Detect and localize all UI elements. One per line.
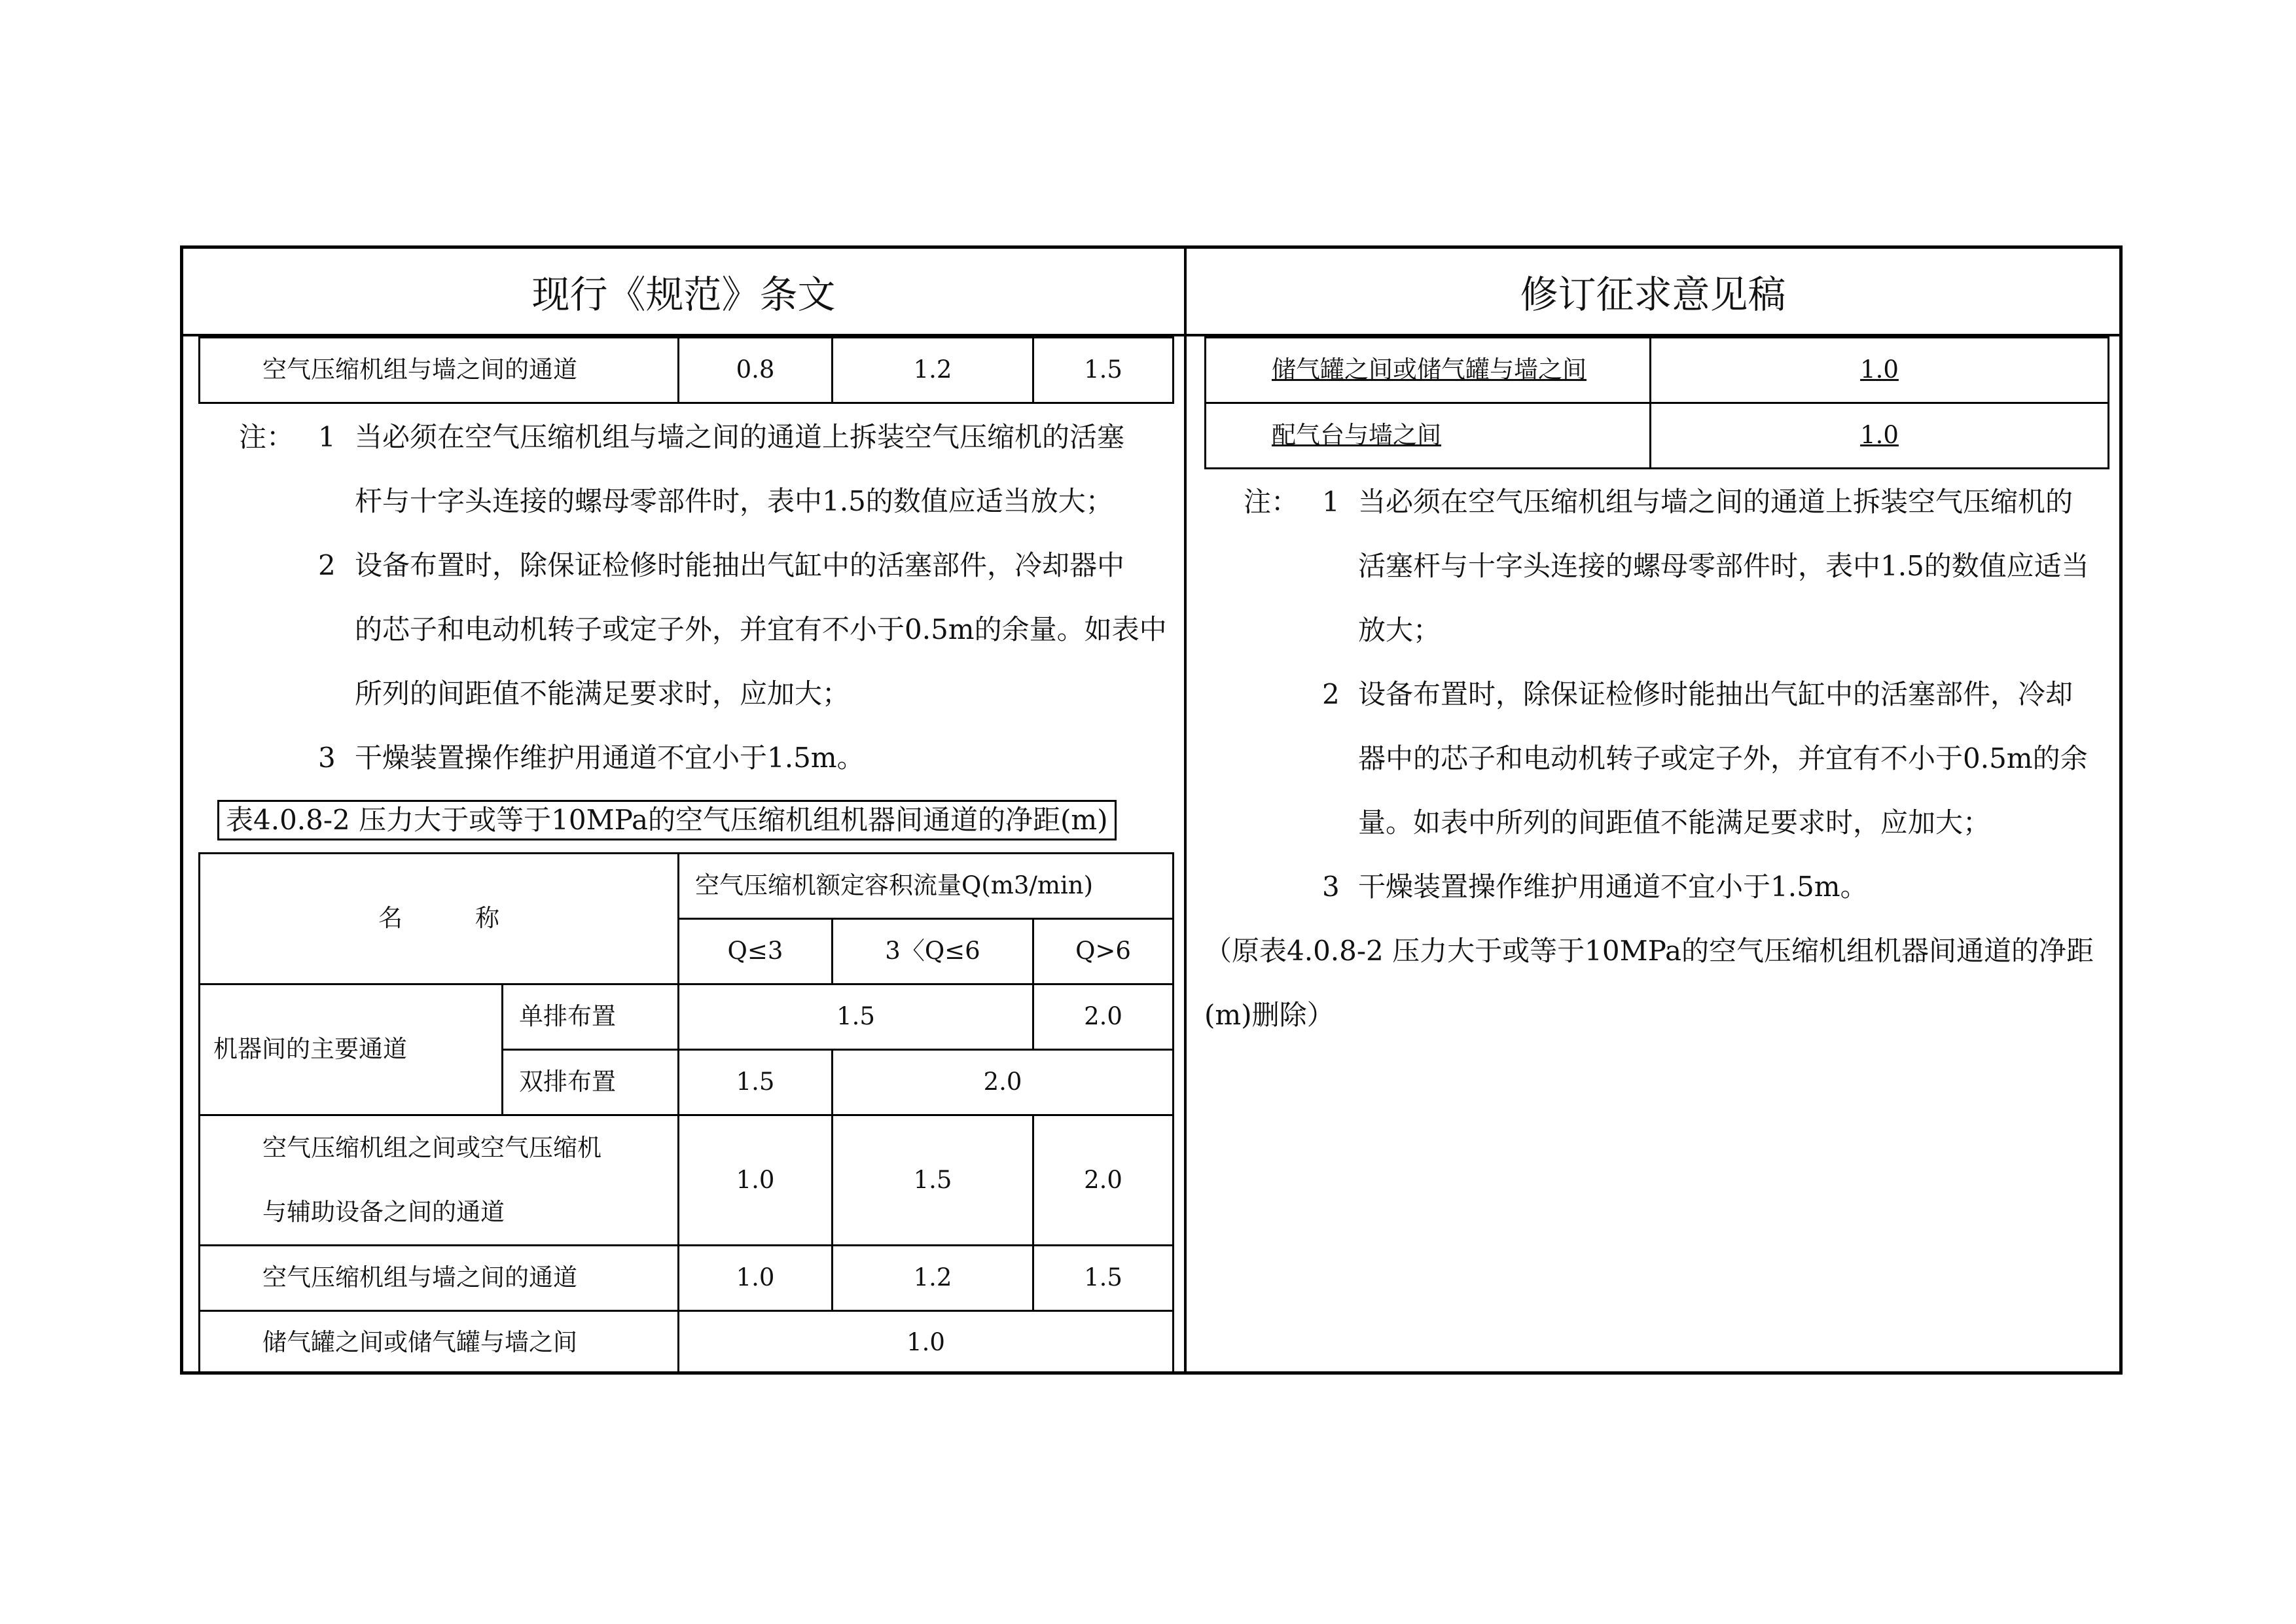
note-text: 干燥装置操作维护用通道不宜小于1.5m。: [355, 742, 865, 774]
table-cell: 0.8: [679, 338, 833, 403]
note-text: 的芯子和电动机转子或定子外，并宜有不小于0.5m的余量。如表中: [355, 613, 1167, 645]
note-text: 干燥装置操作维护用通道不宜小于1.5m。: [1358, 871, 1868, 903]
double-row-label: 双排布置: [503, 1050, 679, 1115]
pressure-clearance-table: [198, 852, 1174, 1374]
single-row-label: 单排布置: [503, 984, 679, 1050]
note-text: 设备布置时，除保证检修时能抽出气缸中的活塞部件，冷却器中: [355, 549, 1125, 581]
note-number: 2: [1322, 678, 1340, 710]
table-caption: 表4.0.8-2 压力大于或等于10MPa的空气压缩机组机器间通道的净距(m): [217, 800, 1117, 840]
column-header: Q≤3: [679, 919, 833, 984]
row-label-line: 空气压缩机组之间或空气压缩机: [262, 1134, 601, 1162]
note-number: 1: [1322, 486, 1340, 518]
left-column-title: 现行《规范》条文: [531, 272, 836, 317]
table-cell: 1.0: [679, 1246, 833, 1311]
note-text: 设备布置时，除保证检修时能抽出气缸中的活塞部件，冷却: [1358, 678, 2073, 710]
table-cell: 1.2: [833, 1246, 1033, 1311]
note-number: 2: [318, 549, 336, 581]
note-text: 量。如表中所列的间距值不能满足要求时，应加大；: [1358, 806, 1991, 839]
table-cell: 1.5: [1033, 1246, 1174, 1311]
note-number: 1: [318, 421, 336, 453]
note-text: 活塞杆与十字头连接的螺母零部件时，表中1.5的数值应适当: [1358, 550, 2089, 582]
left-top-table: [198, 336, 1174, 404]
note-text: 当必须在空气压缩机组与墙之间的通道上拆装空气压缩机的: [1358, 486, 2073, 518]
right-top-table: [1204, 336, 2109, 469]
table-cell: 配气台与墙之间: [1206, 403, 1651, 469]
column-header: 3〈Q≤6: [833, 919, 1033, 984]
note-text: 所列的间距值不能满足要求时，应加大；: [355, 677, 850, 710]
note-prefix: 注：: [1244, 486, 1299, 518]
right-column-title: 修订征求意见稿: [1520, 272, 1786, 317]
table-cell: 2.0: [1033, 1115, 1174, 1246]
deleted-table-note: (m)删除）: [1204, 999, 1335, 1031]
row-label: [200, 1115, 679, 1246]
table-cell: 1.5: [679, 1050, 833, 1115]
note-prefix: 注：: [239, 421, 295, 453]
flow-header: 空气压缩机额定容积流量Q(m3/min): [679, 854, 1174, 919]
table-cell: 1.2: [833, 338, 1033, 403]
main-passage-label: 机器间的主要通道: [200, 984, 503, 1115]
row-label: 储气罐之间或储气罐与墙之间: [200, 1311, 679, 1374]
table-cell: 1.5: [1033, 338, 1174, 403]
name-header: 名 称: [200, 854, 679, 984]
column-header: Q>6: [1033, 919, 1174, 984]
table-cell: 1.5: [833, 1115, 1033, 1246]
deleted-table-note: （原表4.0.8-2 压力大于或等于10MPa的空气压缩机组机器间通道的净距: [1204, 935, 2094, 967]
table-cell: 1.0: [1651, 403, 2109, 469]
table-cell: 2.0: [833, 1050, 1174, 1115]
table-cell: 2.0: [1033, 984, 1174, 1050]
note-text: 杆与十字头连接的螺母零部件时，表中1.5的数值应适当放大；: [355, 485, 1113, 517]
table-cell: 1.0: [679, 1311, 1174, 1374]
table-cell: 1.0: [679, 1115, 833, 1246]
note-text: 放大；: [1358, 614, 1441, 646]
table-cell: 1.5: [679, 984, 1033, 1050]
table-cell: 空气压缩机组与墙之间的通道: [200, 338, 679, 403]
note-text: 当必须在空气压缩机组与墙之间的通道上拆装空气压缩机的活塞: [355, 421, 1125, 453]
column-divider: [1184, 245, 1187, 1375]
note-text: 器中的芯子和电动机转子或定子外，并宜有不小于0.5m的余: [1358, 742, 2088, 774]
table-cell: 储气罐之间或储气罐与墙之间: [1206, 338, 1651, 403]
row-label-line: 与辅助设备之间的通道: [262, 1198, 505, 1226]
table-cell: 1.0: [1651, 338, 2109, 403]
row-label: 空气压缩机组与墙之间的通道: [200, 1246, 679, 1311]
note-number: 3: [1322, 871, 1340, 903]
note-number: 3: [318, 742, 336, 774]
